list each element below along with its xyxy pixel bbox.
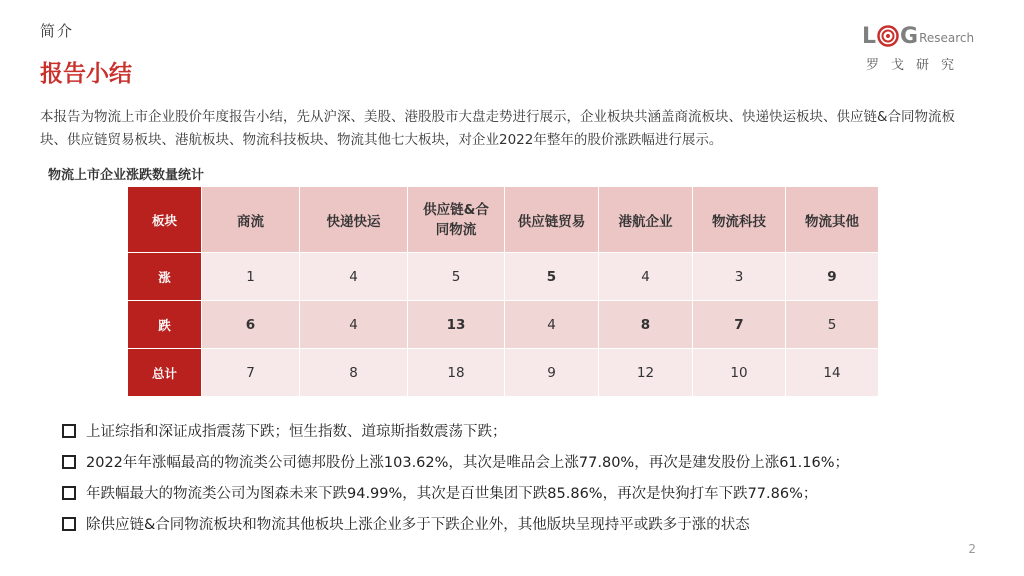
column-header: 物流其他 bbox=[786, 187, 879, 253]
table-cell: 4 bbox=[300, 301, 408, 349]
logo-research: Research bbox=[919, 31, 975, 45]
column-header: 港航企业 bbox=[599, 187, 693, 253]
page-title: 报告小结 bbox=[40, 61, 132, 87]
table-cell: 4 bbox=[599, 253, 693, 301]
list-item bbox=[62, 415, 849, 446]
column-header-text: 供应链&合同物流 bbox=[423, 201, 489, 238]
logo-wordmark bbox=[862, 22, 978, 50]
column-header: 快递快运 bbox=[300, 187, 408, 253]
list-item bbox=[62, 508, 849, 539]
square-bullet-icon bbox=[62, 424, 76, 438]
table-cell: 8 bbox=[599, 301, 693, 349]
list-item bbox=[62, 446, 849, 477]
table-cell: 1 bbox=[202, 253, 300, 301]
logr-logo bbox=[862, 22, 978, 72]
page-number: 2 bbox=[968, 542, 976, 556]
table-cell: 9 bbox=[786, 253, 879, 301]
table-cell: 4 bbox=[300, 253, 408, 301]
table-cell: 5 bbox=[408, 253, 505, 301]
column-header: 商流 bbox=[202, 187, 300, 253]
table-title: 物流上市企业涨跌数量统计 bbox=[48, 168, 205, 183]
table-cell: 5 bbox=[505, 253, 599, 301]
table-cell: 4 bbox=[505, 301, 599, 349]
table-cell: 5 bbox=[786, 301, 879, 349]
square-bullet-icon bbox=[62, 517, 76, 531]
table-cell: 7 bbox=[202, 349, 300, 397]
logo-letter-l: L bbox=[862, 23, 877, 49]
list-item bbox=[62, 477, 849, 508]
logo-letter-g: G bbox=[900, 23, 919, 49]
bullet-text: 年跌幅最大的物流类公司为图森未来下跌94.99%，其次是百世集团下跌85.86%，再次是快狗打车下跌77.86%； bbox=[86, 486, 818, 502]
column-header: 供应链贸易 bbox=[505, 187, 599, 253]
logo-subtitle: 罗戈研究 bbox=[866, 58, 967, 73]
table-cell: 18 bbox=[408, 349, 505, 397]
row-header: 总计 bbox=[128, 349, 202, 397]
table-row-rise bbox=[128, 253, 879, 301]
table-row-total bbox=[128, 349, 879, 397]
square-bullet-icon bbox=[62, 455, 76, 469]
section-label: 简介 bbox=[40, 22, 75, 40]
row-header: 跌 bbox=[128, 301, 202, 349]
table-cell: 6 bbox=[202, 301, 300, 349]
intro-paragraph: 本报告为物流上市企业股价年度报告小结，先从沪深、美股、港股股市大盘走势进行展示，企业板块共涵盖商流板块、快递快运板块、供应链&合同物流板块、供应链贸易板块、港航板块、物流科技板块、物流其他七大板块，对企业2022年整年的股价涨跌幅进行展示。 bbox=[40, 109, 956, 148]
rise-fall-table bbox=[127, 186, 879, 397]
table-cell: 9 bbox=[505, 349, 599, 397]
column-header: 物流科技 bbox=[693, 187, 786, 253]
column-header bbox=[408, 187, 505, 253]
table-cell: 3 bbox=[693, 253, 786, 301]
row-header: 涨 bbox=[128, 253, 202, 301]
table-cell: 7 bbox=[693, 301, 786, 349]
table-header-row bbox=[128, 187, 879, 253]
table-cell: 10 bbox=[693, 349, 786, 397]
table-cell: 8 bbox=[300, 349, 408, 397]
table-corner-cell: 板块 bbox=[128, 187, 202, 253]
bullet-text: 上证综指和深证成指震荡下跌；恒生指数、道琼斯指数震荡下跌； bbox=[86, 424, 507, 440]
bullet-text: 除供应链&合同物流板块和物流其他板块上涨企业多于下跌企业外，其他版块呈现持平或跌多于涨的状态 bbox=[86, 517, 750, 533]
summary-bullets bbox=[62, 415, 849, 539]
table-cell: 13 bbox=[408, 301, 505, 349]
target-ring-icon bbox=[877, 25, 899, 47]
bullet-text: 2022年年涨幅最高的物流类公司德邦股份上涨103.62%，其次是唯品会上涨77.80%，再次是建发股份上涨61.16%； bbox=[86, 455, 849, 471]
table-cell: 14 bbox=[786, 349, 879, 397]
square-bullet-icon bbox=[62, 486, 76, 500]
table-row-fall bbox=[128, 301, 879, 349]
table-cell: 12 bbox=[599, 349, 693, 397]
